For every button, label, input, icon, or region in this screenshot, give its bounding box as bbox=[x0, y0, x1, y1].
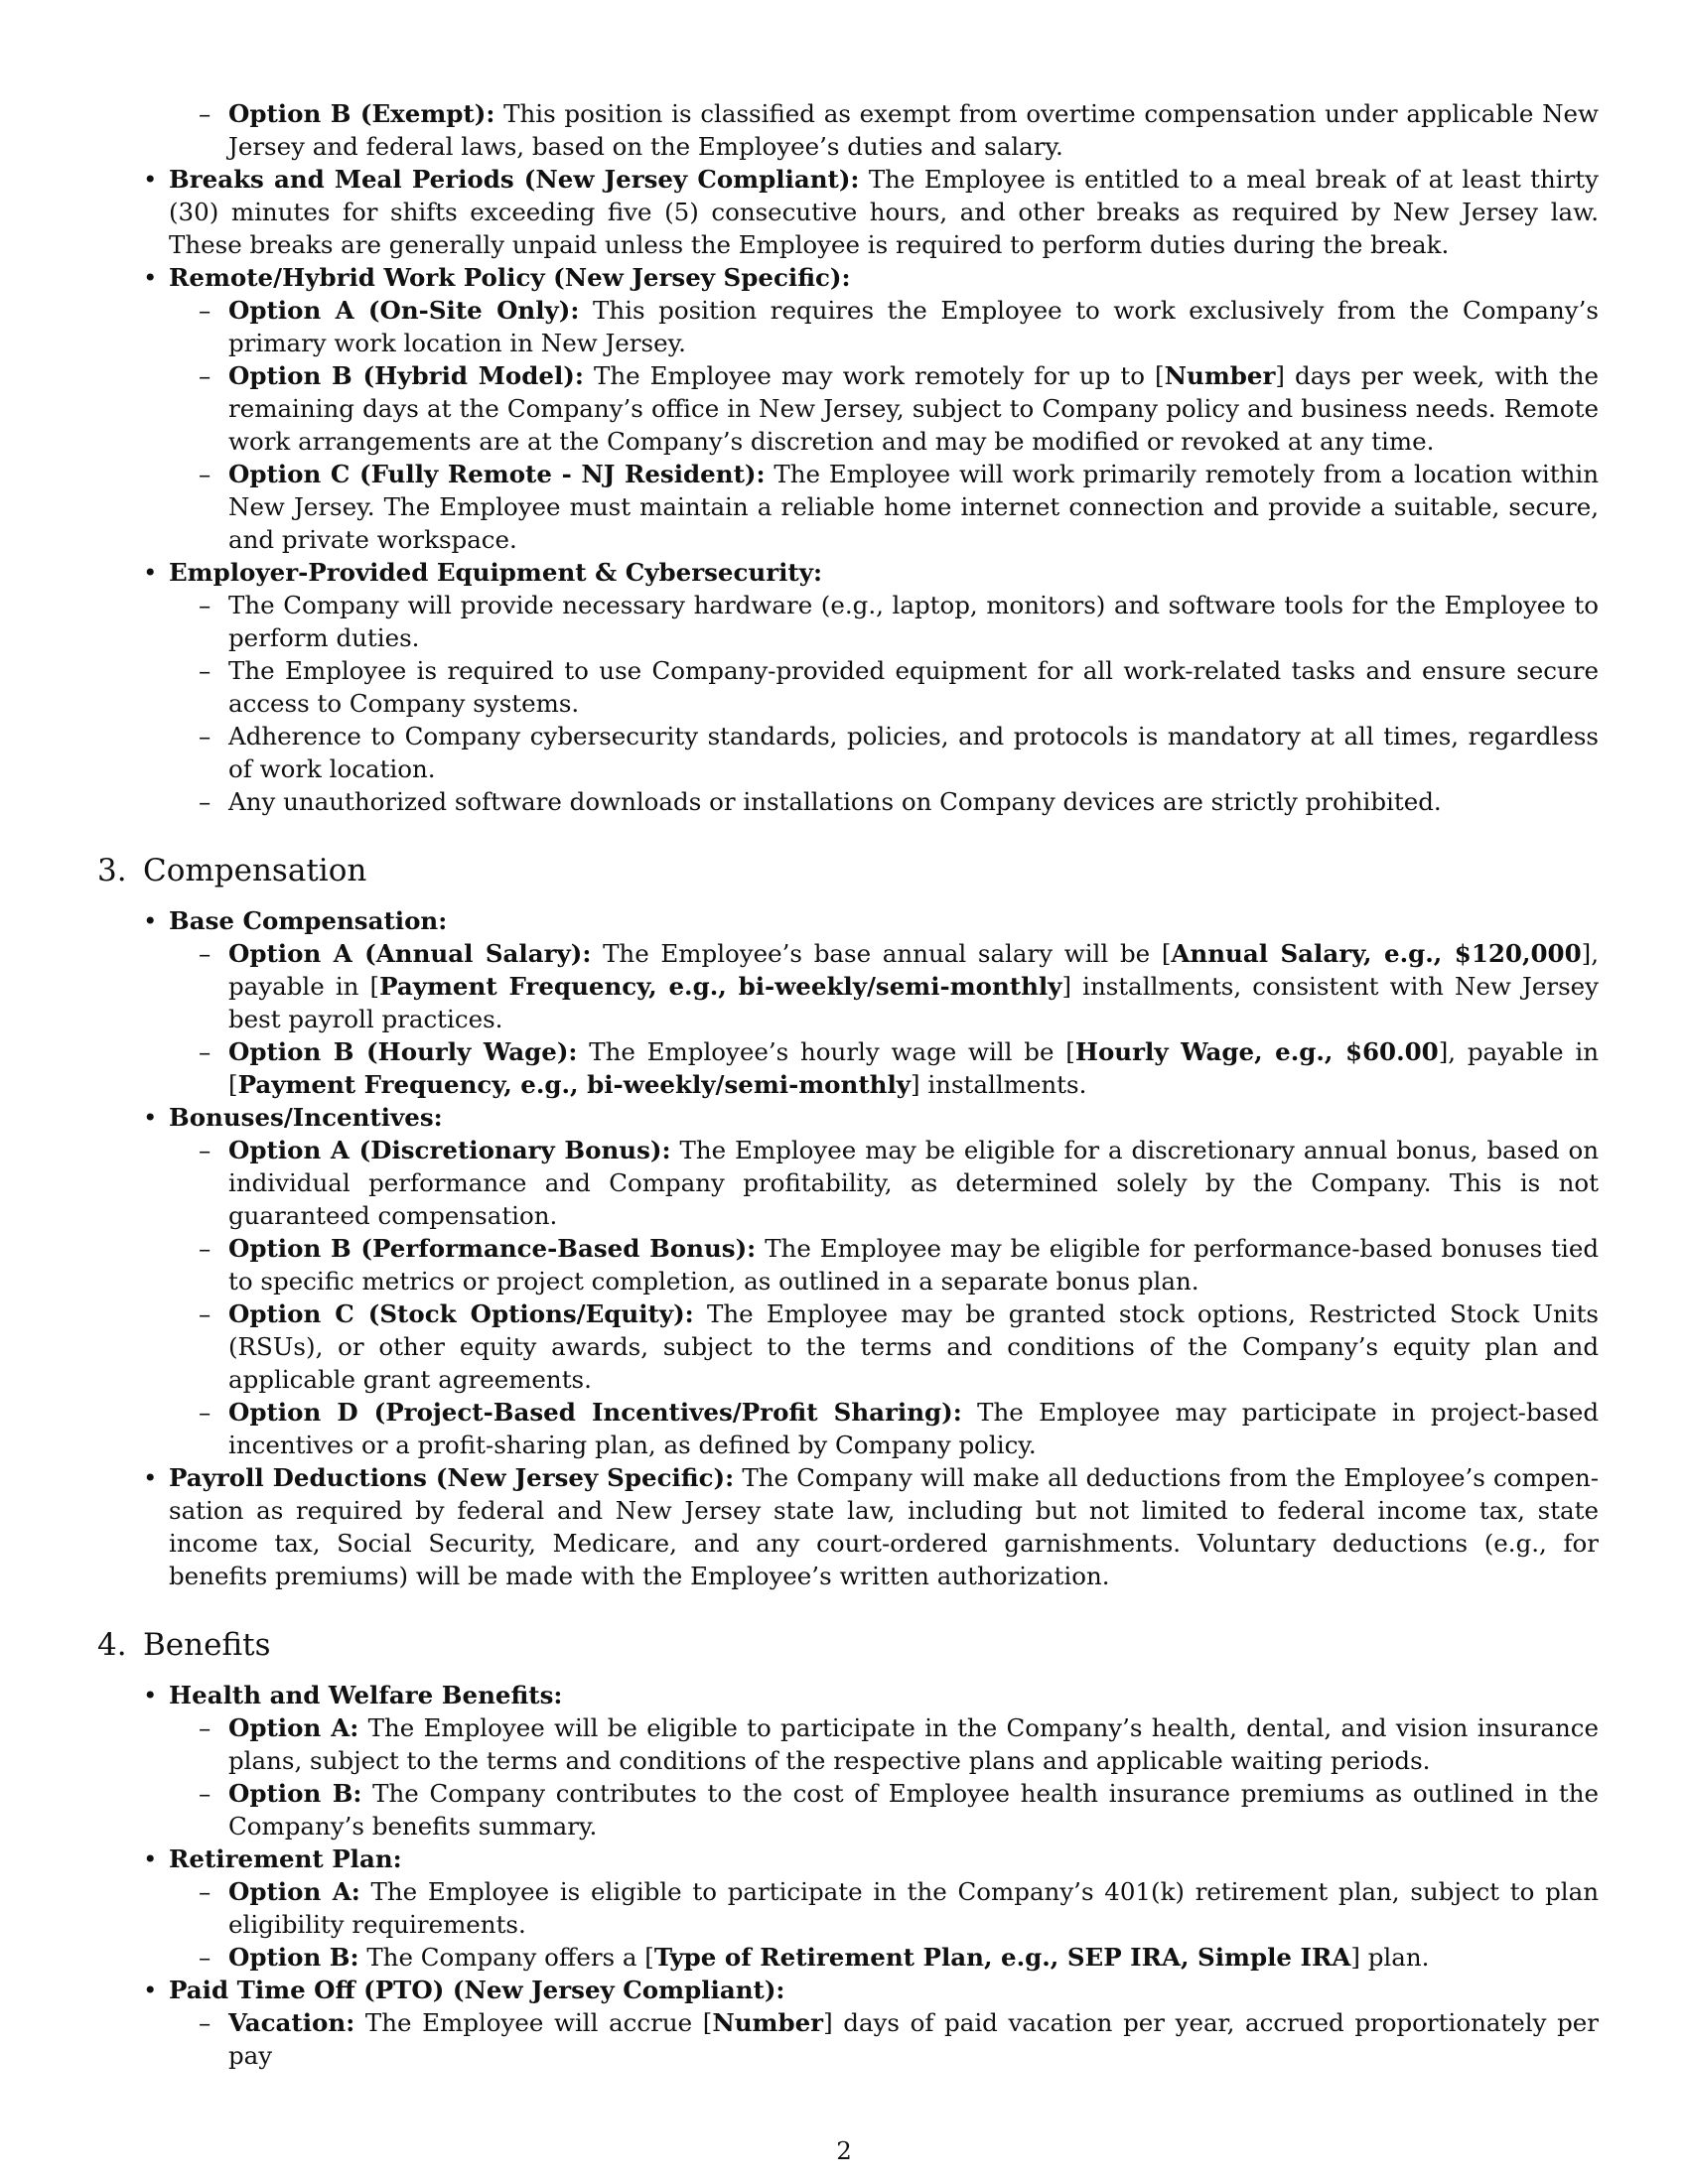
base-options bbox=[169, 937, 1599, 1101]
list-item: – Option B (Performance-Based Bonus): The Employee may be eligible for performance-based bonuses tied to specific metrics or project completion, as outlined in a separate bonus plan. bbox=[228, 1232, 1599, 1297]
list-item: – Option B (Hourly Wage): The Employee’s hourly wage will be [Hourly Wage, e.g., $60.00], payable in [Payment Frequency, e.g., bi-weekly/semi-monthly] installments. bbox=[228, 1035, 1599, 1101]
equipment-item: • Employer-Provided Equipment & Cybersecurity: – The Company will provide necessary hardware (e.g., laptop, monitors) and software tools for the Employee to perform duties. – The Employee is required to use Company-provided equipment for all work-related tasks and ensure secure access to Company systems. – Adherence to Company cybersecurity standards, policies, and protocols is mandatory at all times, regardless of work location. – Any unauthorized software downloads or installations on Company devices are strictly prohibited. bbox=[169, 556, 1599, 818]
document-page bbox=[97, 97, 1599, 2072]
list-item: – Adherence to Company cybersecurity standards, policies, and protocols is mandatory at all times, regardless of work location. bbox=[228, 720, 1599, 785]
remote-options bbox=[169, 294, 1599, 556]
list-item: – Vacation: The Employee will accrue [Number] days of paid vacation per year, accrued proportionately per pay bbox=[228, 2006, 1599, 2072]
section-heading: 3. Compensation bbox=[97, 853, 367, 888]
list-item: – Option B (Exempt): This position is classified as exempt from overtime compensation under applicable New Jersey and federal laws, based on the Employee’s duties and salary. bbox=[228, 97, 1599, 163]
list-item: – Option C (Stock Options/Equity): The Employee may be granted stock options, Restricted Stock Units (RSUs), or other equity awards, subject to the terms and conditions of the Company’s equity plan and applicable grant agreements. bbox=[228, 1297, 1599, 1396]
breaks-item: • Breaks and Meal Periods (New Jersey Compliant): The Employee is entitled to a meal break of at least thirty (30) minutes for shifts exceeding five (5) consecutive hours, and other breaks as required by New Jersey law. These breaks are generally unpaid unless the Employee is required to perform duties during the break. bbox=[169, 163, 1599, 261]
exempt-sublist bbox=[97, 97, 1599, 163]
list-item: – Option A (On-Site Only): This position requires the Employee to work exclusively from the Company’s primary work location in New Jersey. bbox=[228, 294, 1599, 359]
list-item: – The Employee is required to use Company-provided equipment for all work-related tasks and ensure secure access to Company systems. bbox=[228, 654, 1599, 720]
pto-options bbox=[169, 2006, 1599, 2072]
base-compensation-item: • Base Compensation: – Option A (Annual Salary): The Employee’s base annual salary will be [Annual Salary, e.g., $120,000], payable in [Payment Frequency, e.g., bi-weekly/semi-monthly] installments, consistent with New Jersey best payroll practices. – Option B (Hourly Wage): The Employee’s hourly wage will be [Hourly Wage, e.g., $60.00], payable in [Payment Frequency, e.g., bi-weekly/semi-monthly] installments. bbox=[169, 904, 1599, 1101]
health-options bbox=[169, 1711, 1599, 1843]
section-4-list bbox=[97, 1679, 1599, 2072]
pto-item: • Paid Time Off (PTO) (New Jersey Compliant): – Vacation: The Employee will accrue [Number] days of paid vacation per year, accrued proportionately per pay bbox=[169, 1974, 1599, 2072]
remote-policy-item: • Remote/Hybrid Work Policy (New Jersey Specific): – Option A (On-Site Only): This position requires the Employee to work exclusively from the Company’s primary work location in New Jersey. – Option B (Hybrid Model): The Employee may work remotely for up to [Number] days per week, with the remaining days at the Company’s office in New Jersey, subject to Company policy and business needs. Remote work arrangements are at the Company’s discretion and may be modified or revoked at any time. – Option C (Fully Remote - NJ Resident): The Employee will work primarily remotely from a location within New Jersey. The Employee must maintain a reliable home internet connection and provide a suitable, secure, and private workspace. bbox=[169, 261, 1599, 556]
payroll-item: • Payroll Deductions (New Jersey Specific): The Company will make all deductions from the Employee’s compen-sation as required by federal and New Jersey state law, including but not limited to federal income tax, state income tax, Social Security, Medicare, and any court-ordered garnishments. Voluntary deductions (e.g., for benefits premiums) will be made with the Employee’s written authorization. bbox=[169, 1461, 1599, 1592]
section-2-list bbox=[97, 163, 1599, 818]
section-heading: 4. Benefits bbox=[97, 1627, 271, 1663]
list-item: – Option C (Fully Remote - NJ Resident): The Employee will work primarily remotely from a location within New Jersey. The Employee must maintain a reliable home internet connection and provide a suitable, secure, and private workspace. bbox=[228, 458, 1599, 556]
equipment-list bbox=[169, 589, 1599, 818]
list-item: – Option A: The Employee will be eligible to participate in the Company’s health, dental, and vision insurance plans, subject to the terms and conditions of the respective plans and applicable waiting periods. bbox=[228, 1711, 1599, 1777]
list-item: – Option A: The Employee is eligible to participate in the Company’s 401(k) retirement plan, subject to plan eligibility requirements. bbox=[228, 1875, 1599, 1941]
retirement-item: • Retirement Plan: – Option A: The Employee is eligible to participate in the Company’s 401(k) retirement plan, subject to plan eligibility requirements. – Option B: The Company offers a [Type of Retirement Plan, e.g., SEP IRA, Simple IRA] plan. bbox=[169, 1843, 1599, 1974]
page-number: 2 bbox=[836, 2136, 852, 2165]
list-item: – Option B: The Company contributes to the cost of Employee health insurance premiums as outlined in the Company’s benefits summary. bbox=[228, 1777, 1599, 1843]
section-3-list bbox=[97, 904, 1599, 1592]
bonuses-item: • Bonuses/Incentives: – Option A (Discretionary Bonus): The Employee may be eligible for a discretionary annual bonus, based on individual performance and Company profitability, as determined solely by the Company. This is not guaranteed compensation. – Option B (Performance-Based Bonus): The Employee may be eligible for performance-based bonuses tied to specific metrics or project completion, as outlined in a separate bonus plan. – Option C (Stock Options/Equity): The Employee may be granted stock options, Restricted Stock Units (RSUs), or other equity awards, subject to the terms and conditions of the Company’s equity plan and applicable grant agreements. – Option D (Project-Based Incentives/Profit Sharing): The Employee may participate in project-based incentives or a profit-sharing plan, as defined by Company policy. bbox=[169, 1101, 1599, 1461]
list-item: – Any unauthorized software downloads or installations on Company devices are strictly prohibited. bbox=[228, 785, 1599, 818]
list-item: – Option B (Hybrid Model): The Employee may work remotely for up to [Number] days per week, with the remaining days at the Company’s office in New Jersey, subject to Company policy and business needs. Remote work arrangements are at the Company’s discretion and may be modified or revoked at any time. bbox=[228, 359, 1599, 458]
list-item: – The Company will provide necessary hardware (e.g., laptop, monitors) and software tools for the Employee to perform duties. bbox=[228, 589, 1599, 654]
health-item: • Health and Welfare Benefits: – Option A: The Employee will be eligible to participate in the Company’s health, dental, and vision insurance plans, subject to the terms and conditions of the respective plans and applicable waiting periods. – Option B: The Company contributes to the cost of Employee health insurance premiums as outlined in the Company’s benefits summary. bbox=[169, 1679, 1599, 1843]
list-item: – Option A (Annual Salary): The Employee’s base annual salary will be [Annual Salary, e.g., $120,000], payable in [Payment Frequency, e.g., bi-weekly/semi-monthly] installments, consistent with New Jersey best payroll practices. bbox=[228, 937, 1599, 1035]
list-item: – Option D (Project-Based Incentives/Profit Sharing): The Employee may participate in project-based incentives or a profit-sharing plan, as defined by Company policy. bbox=[228, 1396, 1599, 1461]
list-item: – Option B: The Company offers a [Type of Retirement Plan, e.g., SEP IRA, Simple IRA] plan. bbox=[228, 1941, 1599, 1974]
retirement-options bbox=[169, 1875, 1599, 1974]
list-item: – Option A (Discretionary Bonus): The Employee may be eligible for a discretionary annual bonus, based on individual performance and Company profitability, as determined solely by the Company. This is not guaranteed compensation. bbox=[228, 1134, 1599, 1232]
bonus-options bbox=[169, 1134, 1599, 1461]
